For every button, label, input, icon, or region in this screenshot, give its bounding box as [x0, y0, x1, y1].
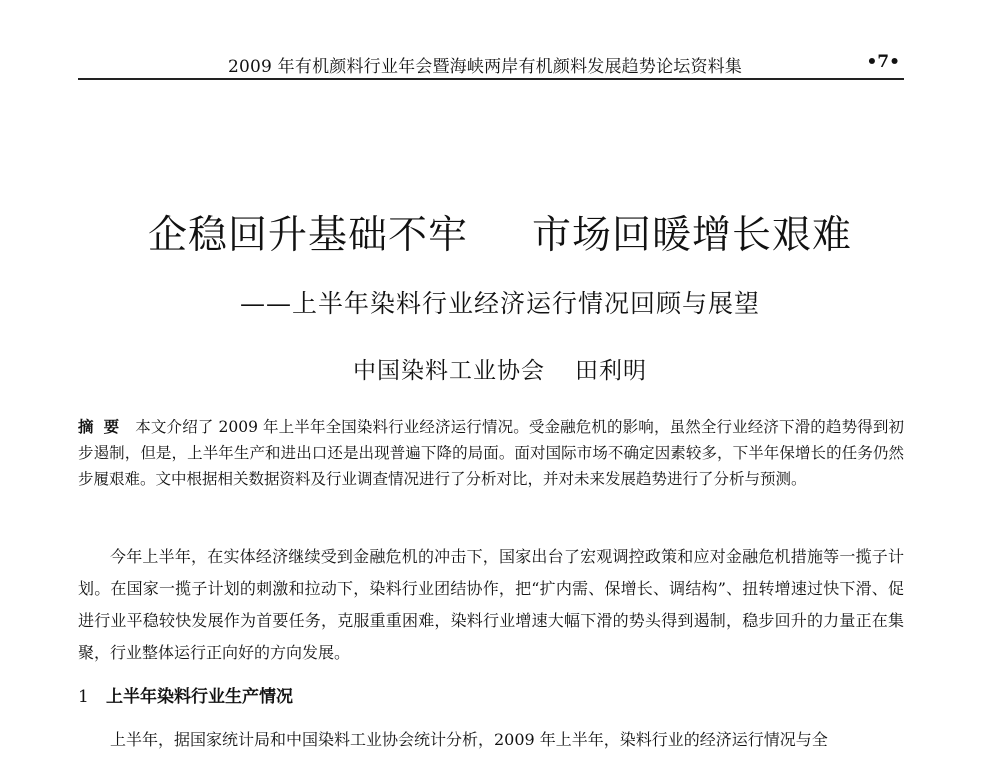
- running-header: [78, 48, 904, 80]
- intro-paragraph: 今年上半年，在实体经济继续受到金融危机的冲击下，国家出台了宏观调控政策和应对金融危机措施等一揽子计划。在国家一揽子计划的刺激和拉动下，染料行业团结协作，把“扩内需、保增长、调结构”、扭转增速过快下滑、促进行业平稳较快发展作为首要任务，克服重重困难，染料行业增速大幅下滑的势头得到遏制，稳步回升的力量正在集聚，行业整体运行正向好的方向发展。: [78, 547, 904, 662]
- article-title: [0, 204, 1000, 260]
- abstract-text: 本文介绍了 2009 年上半年全国染料行业经济运行情况。受金融危机的影响，虽然全行业经济下滑的趋势得到初步遏制，但是，上半年生产和进出口还是出现普遍下降的局面。面对国际市场不确定因素较多，下半年保增长的任务仍然步履艰难。文中根据相关数据资料及行业调查情况进行了分析对比，并对未来发展趋势进行了分析与预测。: [78, 418, 904, 488]
- section-paragraph: 上半年，据国家统计局和中国染料工业协会统计分析，2009 年上半年，染料行业的经济运行情况与全: [110, 730, 828, 749]
- author-line: [0, 352, 1000, 385]
- abstract: [78, 414, 904, 492]
- abstract-label: 摘要: [78, 418, 130, 436]
- section-title: 上半年染料行业生产情况: [106, 687, 293, 707]
- article-title-part2: 市场回暖增长艰难: [532, 213, 853, 258]
- author-affiliation: 中国染料工业协会: [353, 358, 545, 384]
- page-number: •7•: [866, 52, 900, 72]
- journal-title: 2009 年有机颜料行业年会暨海峡两岸有机颜料发展趋势论坛资料集: [228, 57, 743, 77]
- author-name: 田利明: [575, 358, 647, 384]
- section-heading: [78, 682, 293, 707]
- article-title-part1: 企稳回升基础不牢: [147, 213, 468, 258]
- section-number: 1: [78, 687, 89, 707]
- article-subtitle: ——上半年染料行业经济运行情况回顾与展望: [239, 289, 760, 318]
